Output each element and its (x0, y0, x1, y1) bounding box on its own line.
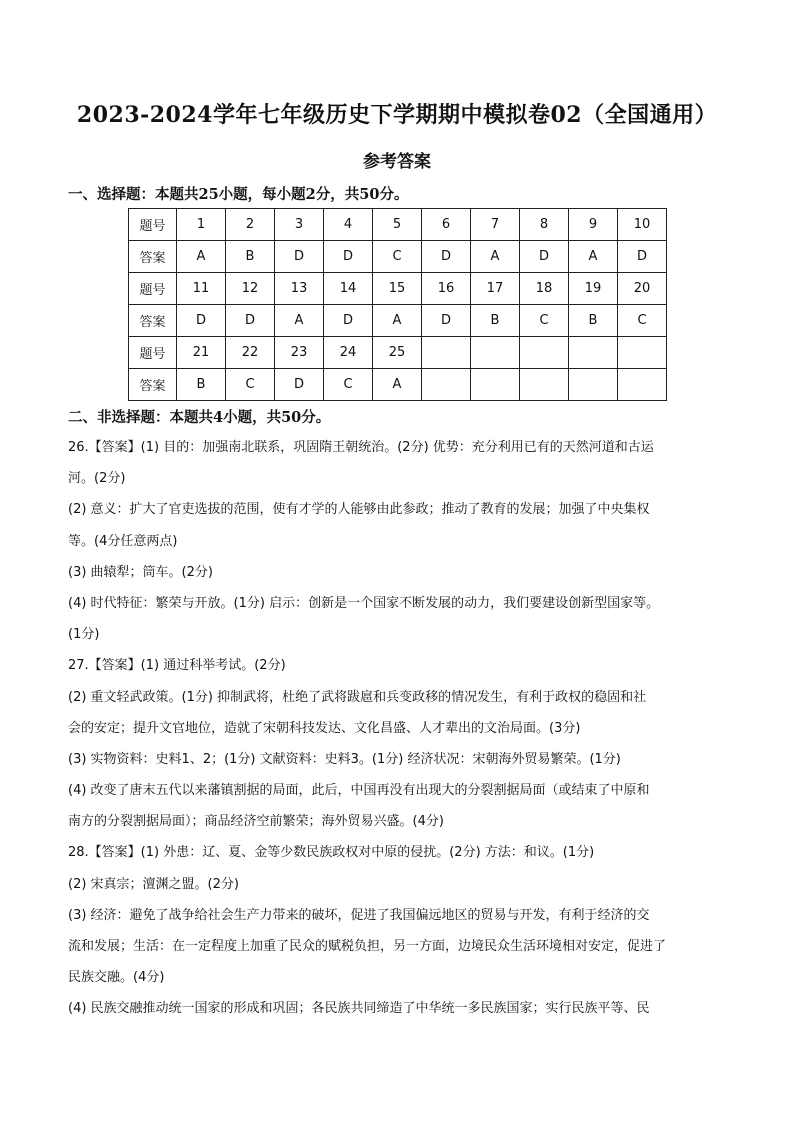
table-row-header: 题号 (129, 209, 177, 241)
table-cell: 5 (373, 209, 422, 241)
answer-line: (1分) (68, 627, 100, 643)
table-cell: 8 (520, 209, 569, 241)
table-cell: D (177, 305, 226, 337)
answer-line: (2) 宋真宗；澶渊之盟。(2分) (68, 876, 239, 892)
table-cell: D (275, 241, 324, 273)
table-row-header: 答案 (129, 241, 177, 273)
page-subtitle: 参考答案 (363, 152, 431, 172)
answer-line: 流和发展；生活：在一定程度上加重了民众的赋税负担，另一方面，边境民众生活环境相对安定，促进了 (68, 939, 667, 954)
answer-line: (2) 意义：扩大了官吏选拔的范围，使有才学的人能够由此参政；推动了教育的发展；加强了中央集权 (68, 502, 650, 518)
table-cell (618, 337, 667, 369)
table-cell (471, 369, 520, 401)
table-cell: 23 (275, 337, 324, 369)
table-cell: B (569, 305, 618, 337)
table-cell: 6 (422, 209, 471, 241)
table-row-header: 答案 (129, 369, 177, 401)
table-cell: 7 (471, 209, 520, 241)
answer-line: (3) 经济：避免了战争给社会生产力带来的破坏，促进了我国偏远地区的贸易与开发，有利于经济的交 (68, 907, 650, 923)
table-cell (618, 369, 667, 401)
table-cell: D (324, 241, 373, 273)
section-1-title: 一、选择题：本题共25小题，每小题2分，共50分。 (68, 186, 409, 203)
table-cell: 4 (324, 209, 373, 241)
table-cell: 1 (177, 209, 226, 241)
table-cell: 20 (618, 273, 667, 305)
table-cell (569, 369, 618, 401)
table-cell: C (324, 369, 373, 401)
answer-line: (4) 改变了唐末五代以来藩镇割据的局面，此后，中国再没有出现大的分裂割据局面（或结束了中原和 (68, 783, 650, 799)
table-cell: 14 (324, 273, 373, 305)
answer-line: (4) 时代特征：繁荣与开放。(1分) 启示：创新是一个国家不断发展的动力，我们要建设创新型国家等。 (68, 595, 660, 611)
table-cell: 13 (275, 273, 324, 305)
answer-table (128, 208, 667, 401)
table-cell (520, 369, 569, 401)
table-cell (520, 337, 569, 369)
table-cell: C (618, 305, 667, 337)
table-cell: A (569, 241, 618, 273)
table-cell: 12 (226, 273, 275, 305)
answer-line: 河。(2分) (68, 471, 126, 487)
table-cell: 2 (226, 209, 275, 241)
answer-line: 南方的分裂割据局面）；商品经济空前繁荣；海外贸易兴盛。(4分) (68, 814, 444, 830)
table-cell: 16 (422, 273, 471, 305)
table-cell: D (422, 305, 471, 337)
table-cell: 24 (324, 337, 373, 369)
table-row (129, 337, 667, 369)
answer-line: 等。(4分任意两点) (68, 533, 178, 549)
answer-line: (3) 曲辕犁；筒车。(2分) (68, 564, 213, 580)
table-cell: 17 (471, 273, 520, 305)
answer-line: (2) 重文轻武政策。(1分) 抑制武将，杜绝了武将跋扈和兵变政移的情况发生，有利于政权的稳固和社 (68, 689, 647, 705)
answer-line: 会的安定；提升文官地位，造就了宋朝科技发达、文化昌盛、人才辈出的文治局面。(3分) (68, 720, 581, 736)
table-cell: 3 (275, 209, 324, 241)
table-cell: 19 (569, 273, 618, 305)
table-cell: D (422, 241, 471, 273)
table-cell: D (520, 241, 569, 273)
table-cell: D (618, 241, 667, 273)
table-cell: C (226, 369, 275, 401)
answer-line: 27.【答案】(1) 通过科举考试。(2分) (68, 658, 286, 674)
table-cell: A (275, 305, 324, 337)
table-cell: 18 (520, 273, 569, 305)
answer-line: 26.【答案】(1) 目的：加强南北联系，巩固隋王朝统治。(2分) 优势：充分利用已有的天然河道和古运 (68, 440, 654, 455)
answer-text (68, 432, 734, 1025)
table-cell: 9 (569, 209, 618, 241)
table-cell: 11 (177, 273, 226, 305)
answer-line: (4) 民族交融推动统一国家的形成和巩固；各民族共同缔造了中华统一多民族国家；实行民族平等、民 (68, 1001, 650, 1017)
table-cell (422, 369, 471, 401)
table-cell: A (373, 305, 422, 337)
answer-line: (3) 实物资料：史料1、2；(1分) 文献资料：史料3。(1分) 经济状况：宋朝海外贸易繁荣。(1分) (68, 751, 621, 767)
table-cell: C (520, 305, 569, 337)
table-cell: C (373, 241, 422, 273)
table-cell: D (275, 369, 324, 401)
table-cell: D (324, 305, 373, 337)
table-row (129, 209, 667, 241)
table-cell (471, 337, 520, 369)
table-cell: B (471, 305, 520, 337)
table-row (129, 241, 667, 273)
table-cell: D (226, 305, 275, 337)
table-cell (422, 337, 471, 369)
table-row (129, 369, 667, 401)
page-title: 2023-2024学年七年级历史下学期期中模拟卷02（全国通用） (76, 102, 718, 128)
table-row (129, 305, 667, 337)
answer-line: 28.【答案】(1) 外患：辽、夏、金等少数民族政权对中原的侵扰。(2分) 方法：和议。(1分) (68, 845, 595, 861)
table-cell: 10 (618, 209, 667, 241)
table-cell: A (177, 241, 226, 273)
table-cell: A (471, 241, 520, 273)
table-row-header: 题号 (129, 337, 177, 369)
table-cell: A (373, 369, 422, 401)
table-cell: 15 (373, 273, 422, 305)
table-row-header: 答案 (129, 305, 177, 337)
table-row-header: 题号 (129, 273, 177, 305)
table-cell: 22 (226, 337, 275, 369)
table-cell (569, 337, 618, 369)
table-cell: B (177, 369, 226, 401)
table-cell: B (226, 241, 275, 273)
table-cell: 21 (177, 337, 226, 369)
table-row (129, 273, 667, 305)
table-cell: 25 (373, 337, 422, 369)
answer-line: 民族交融。(4分) (68, 970, 165, 986)
section-2-title: 二、非选择题：本题共4小题，共50分。 (68, 409, 331, 426)
